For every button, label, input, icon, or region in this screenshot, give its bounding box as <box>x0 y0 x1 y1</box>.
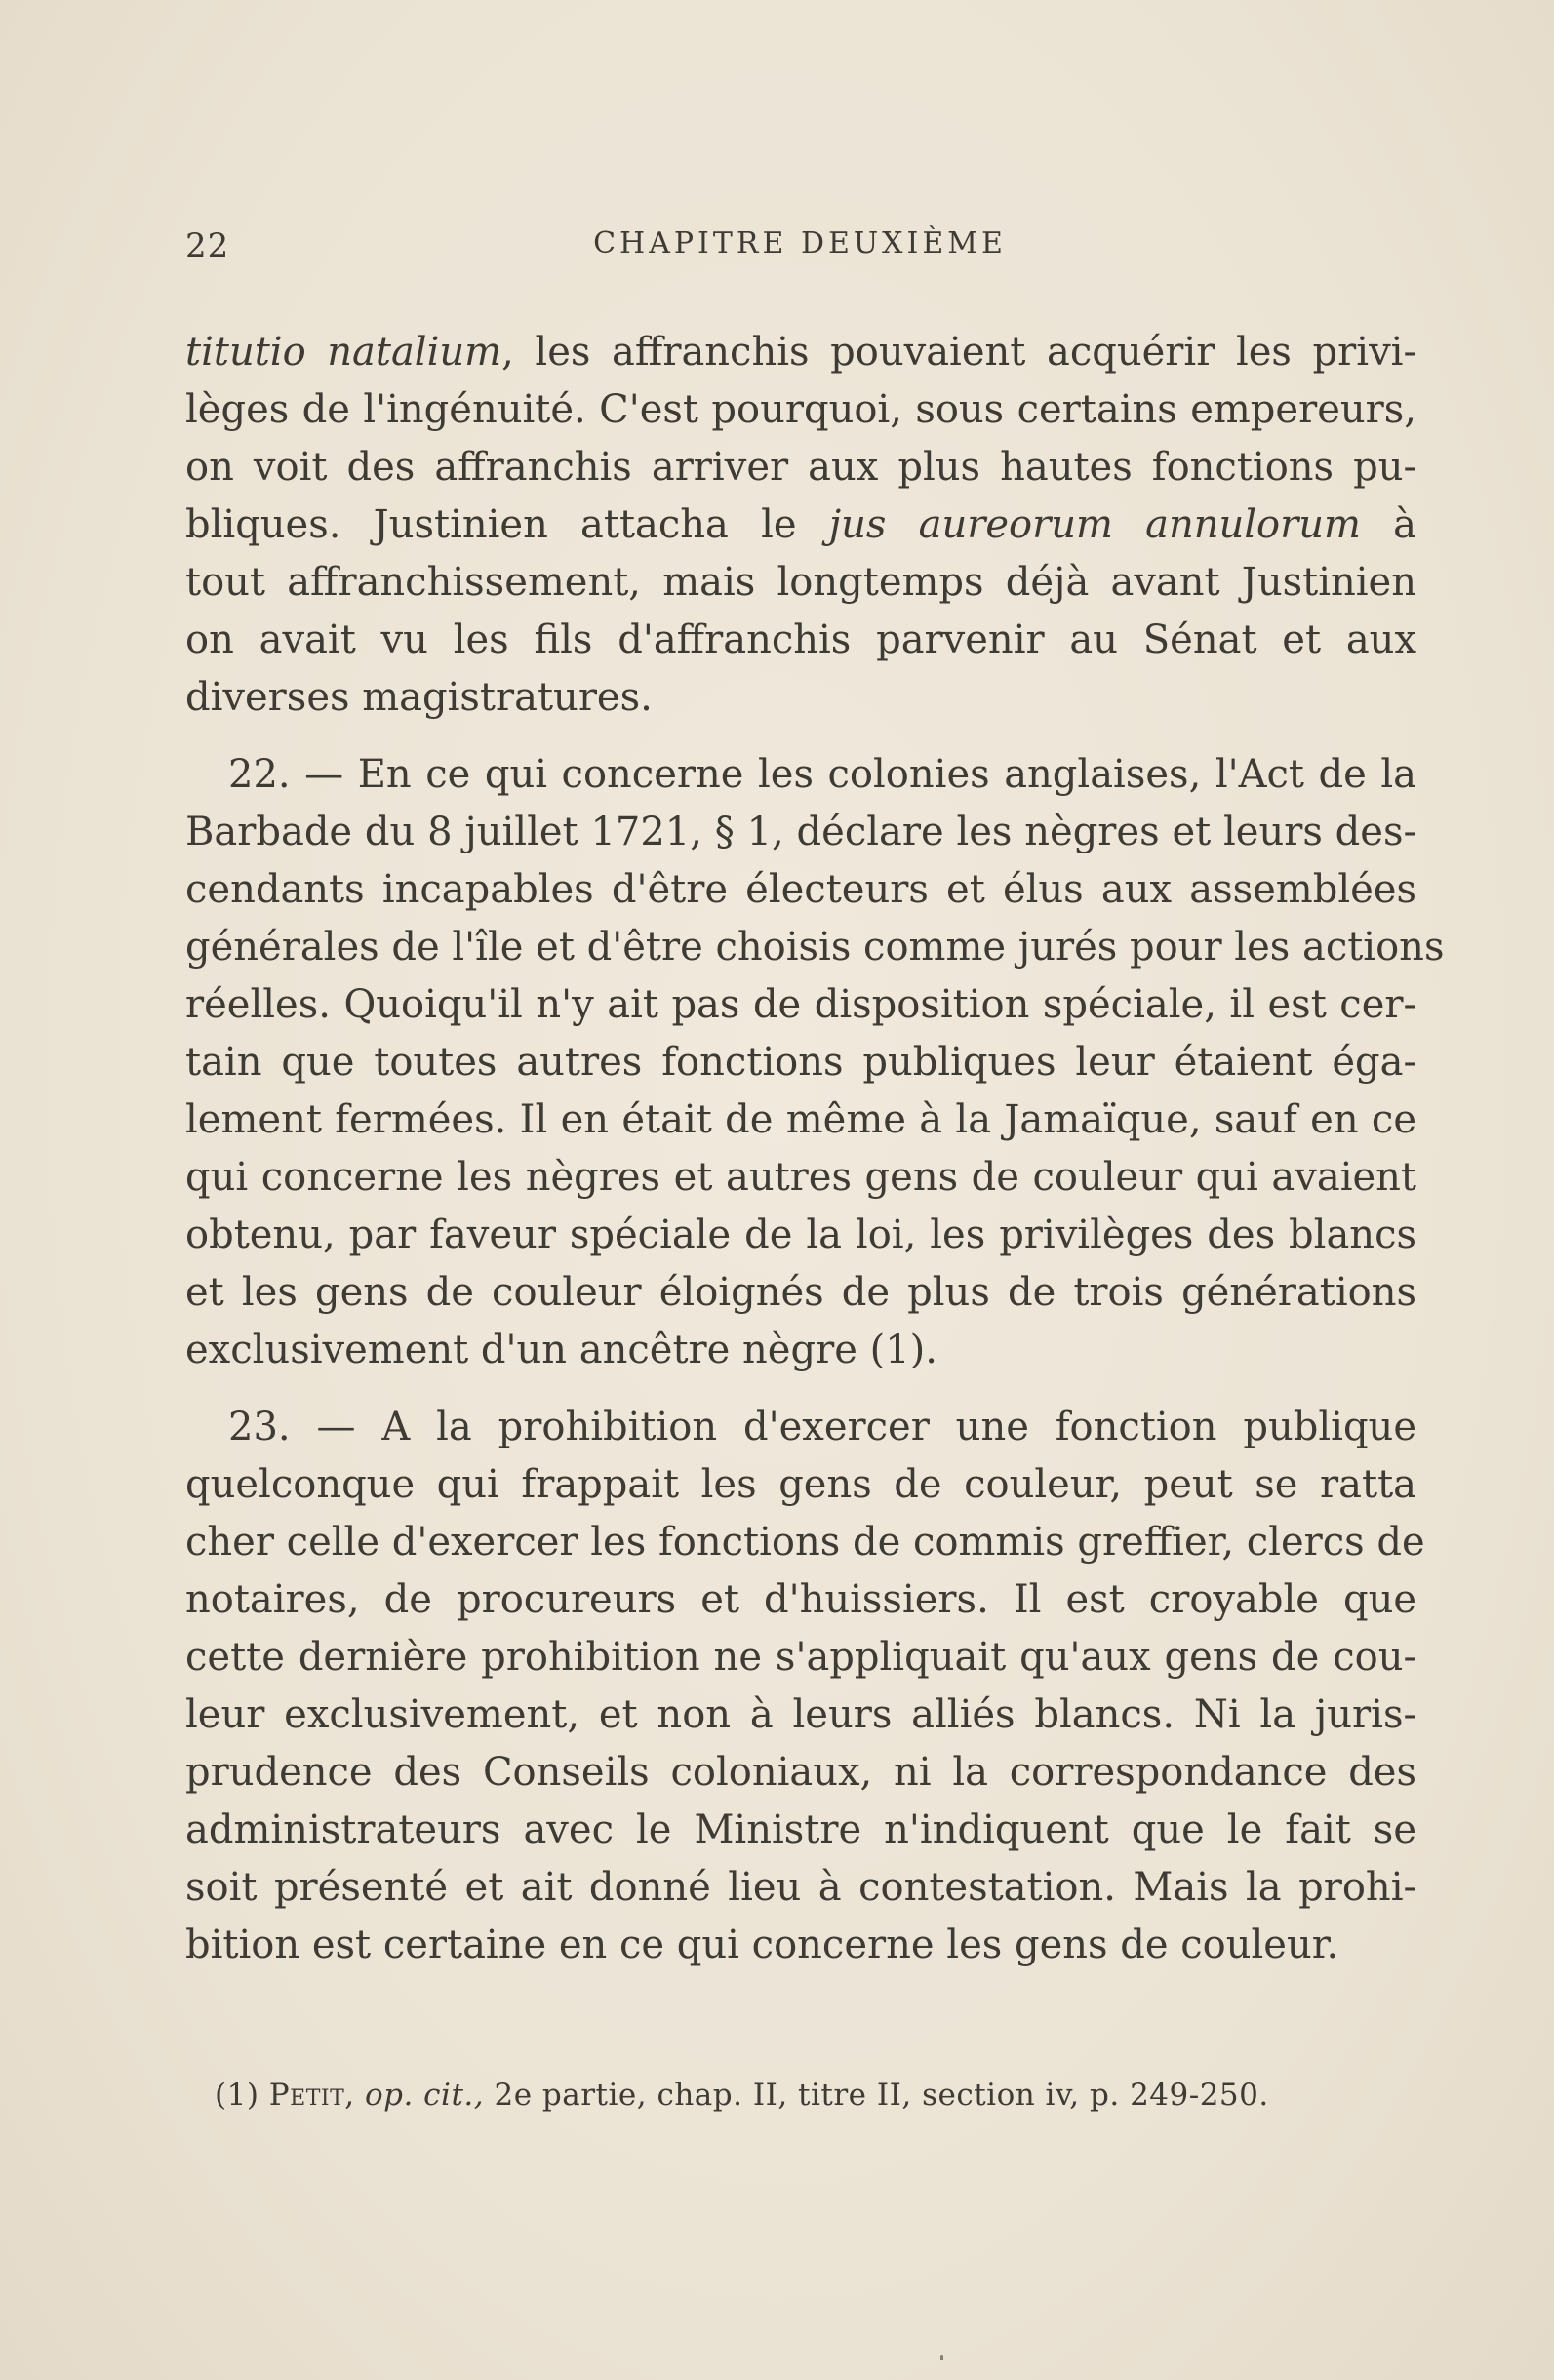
text-line: qui concerne les nègres et autres gens de couleur qui avaient <box>185 1155 1416 1200</box>
text-line: quelconque qui frappait les gens de couleur, peut se ratta <box>185 1462 1416 1507</box>
text-line: lement fermées. Il en était de même à la Jamaïque, sauf en ce <box>185 1097 1416 1142</box>
paragraph-22 <box>185 746 1445 1379</box>
paragraph-23 <box>185 1399 1425 1974</box>
text-line: administrateurs avec le Ministre n'indiquent que le fait se <box>185 1807 1416 1852</box>
text-line: réelles. Quoiqu'il n'y ait pas de disposition spéciale, il est cer- <box>185 982 1416 1027</box>
footnote-author: Petit, <box>268 2078 355 2113</box>
text-line: prudence des Conseils coloniaux, ni la correspondance des <box>185 1750 1416 1795</box>
footnote-ref: op. cit., <box>364 2078 485 2113</box>
text-line: et les gens de couleur éloignés de plus de trois générations <box>185 1270 1416 1315</box>
paper-speck <box>940 2355 943 2360</box>
text-line: cendants incapables d'être électeurs et élus aux assemblées <box>185 867 1416 912</box>
text-line: on avait vu les fils d'affranchis parvenir au Sénat et aux <box>185 617 1416 662</box>
text-line: notaires, de procureurs et d'huissiers. Il est croyable que <box>185 1577 1416 1622</box>
italic-term: titutio natalium <box>185 330 502 375</box>
text-line: tain que toutes autres fonctions publiques leur étaient éga- <box>185 1040 1416 1085</box>
text-line: on voit des affranchis arriver aux plus hautes fonctions pu- <box>185 445 1416 490</box>
italic-term: jus aureorum annulorum <box>828 502 1361 547</box>
text-line: générales de l'île et d'être choisis comme jurés pour les actions <box>185 925 1445 970</box>
text-line: diverses magistratures. <box>185 675 653 720</box>
text-line: bition est certaine en ce qui concerne les gens de couleur. <box>185 1923 1339 1967</box>
text-line: soit présenté et ait donné lieu à contestation. Mais la prohi- <box>185 1865 1416 1910</box>
body-text <box>185 324 1445 1974</box>
text-line: obtenu, par faveur spéciale de la loi, les privilèges des blancs <box>185 1212 1416 1257</box>
footnote-rest: 2e partie, chap. II, titre II, section iv, p. 249-250. <box>494 2078 1269 2113</box>
text-line: leur exclusivement, et non à leurs alliés blancs. Ni la juris- <box>185 1692 1416 1737</box>
text-line: lèges de l'ingénuité. C'est pourquoi, sous certains empereurs, <box>185 387 1416 432</box>
paragraph-1 <box>185 324 1416 727</box>
footnote-marker: (1) <box>215 2078 259 2113</box>
text-line: exclusivement d'un ancêtre nègre (1). <box>185 1328 937 1372</box>
text-line: 23. — A la prohibition d'exercer une fonction publique <box>228 1405 1416 1449</box>
page-header <box>185 226 1415 265</box>
page-number: 22 <box>185 226 230 265</box>
text-line: Barbade du 8 juillet 1721, § 1, déclare les nègres et leurs des- <box>185 810 1416 854</box>
text-line: tout affranchissement, mais longtemps déjà avant Justinien <box>185 560 1416 605</box>
footnote <box>215 2076 1385 2115</box>
text-line: bliques. Justinien attacha le jus aureorum annulorum à <box>185 502 1416 547</box>
text-line: cette dernière prohibition ne s'appliquait qu'aux gens de cou- <box>185 1635 1416 1680</box>
text-line: 22. — En ce qui concerne les colonies anglaises, l'Act de la <box>228 752 1416 797</box>
running-title: CHAPITRE DEUXIÈME <box>593 226 1007 260</box>
text-line: titutio natalium, les affranchis pouvaient acquérir les privi- <box>185 330 1416 375</box>
text-line: cher celle d'exercer les fonctions de commis greffier, clercs de <box>185 1520 1425 1565</box>
